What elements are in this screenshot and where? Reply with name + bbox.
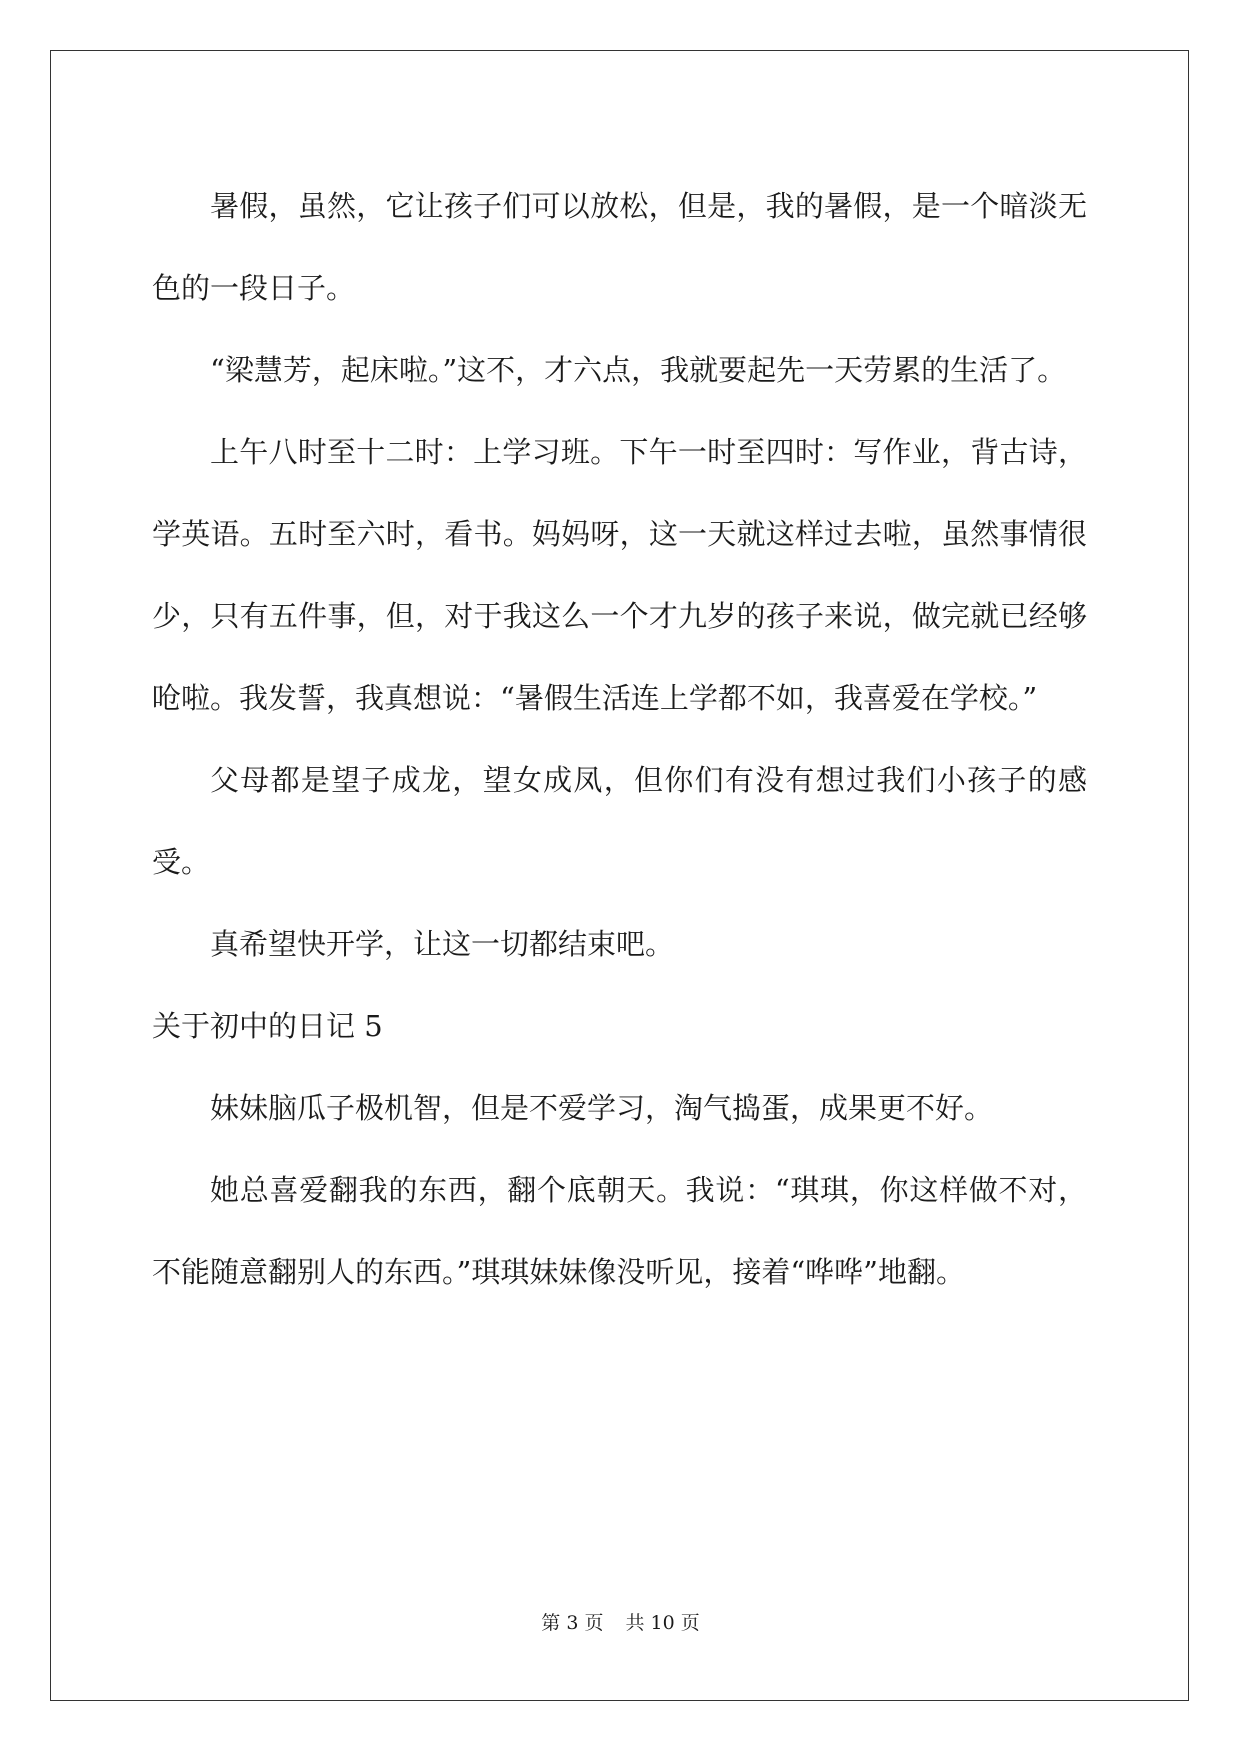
page-number: 第 3 页 xyxy=(541,1612,604,1634)
page-footer xyxy=(0,1608,1241,1635)
paragraph: 真希望快开学，让这一切都结束吧。 xyxy=(210,927,675,961)
paragraph: 父母都是望子成龙，望女成凤，但你们有没有想过我们小孩子的感受。 xyxy=(152,763,1087,879)
paragraph: 上午八时至十二时：上学习班。下午一时至四时：写作业，背古诗，学英语。五时至六时，看书。妈妈呀，这一天就这样过去啦，虽然事情很少，只有五件事，但，对于我这么一个才九岁的孩子来说，做完就已经够呛啦。我发誓，我真想说：“暑假生活连上学都不如，我喜爱在学校。” xyxy=(152,435,1087,715)
paragraph: 暑假，虽然，它让孩子们可以放松，但是，我的暑假，是一个暗淡无色的一段日子。 xyxy=(152,189,1087,305)
paragraph: 妹妹脑瓜子极机智，但是不爱学习，淘气捣蛋，成果更不好。 xyxy=(210,1091,994,1125)
paragraph: 她总喜爱翻我的东西，翻个底朝天。我说：“琪琪，你这样做不对，不能随意翻别人的东西。”琪琪妹妹像没听见，接着“哗哗”地翻。 xyxy=(152,1173,1087,1289)
page-total: 共 10 页 xyxy=(625,1612,700,1634)
paragraph: “梁慧芳，起床啦。”这不，才六点，我就要起先一天劳累的生活了。 xyxy=(210,353,1067,387)
document-body xyxy=(152,165,1087,1313)
section-heading: 关于初中的日记 5 xyxy=(152,1009,383,1043)
